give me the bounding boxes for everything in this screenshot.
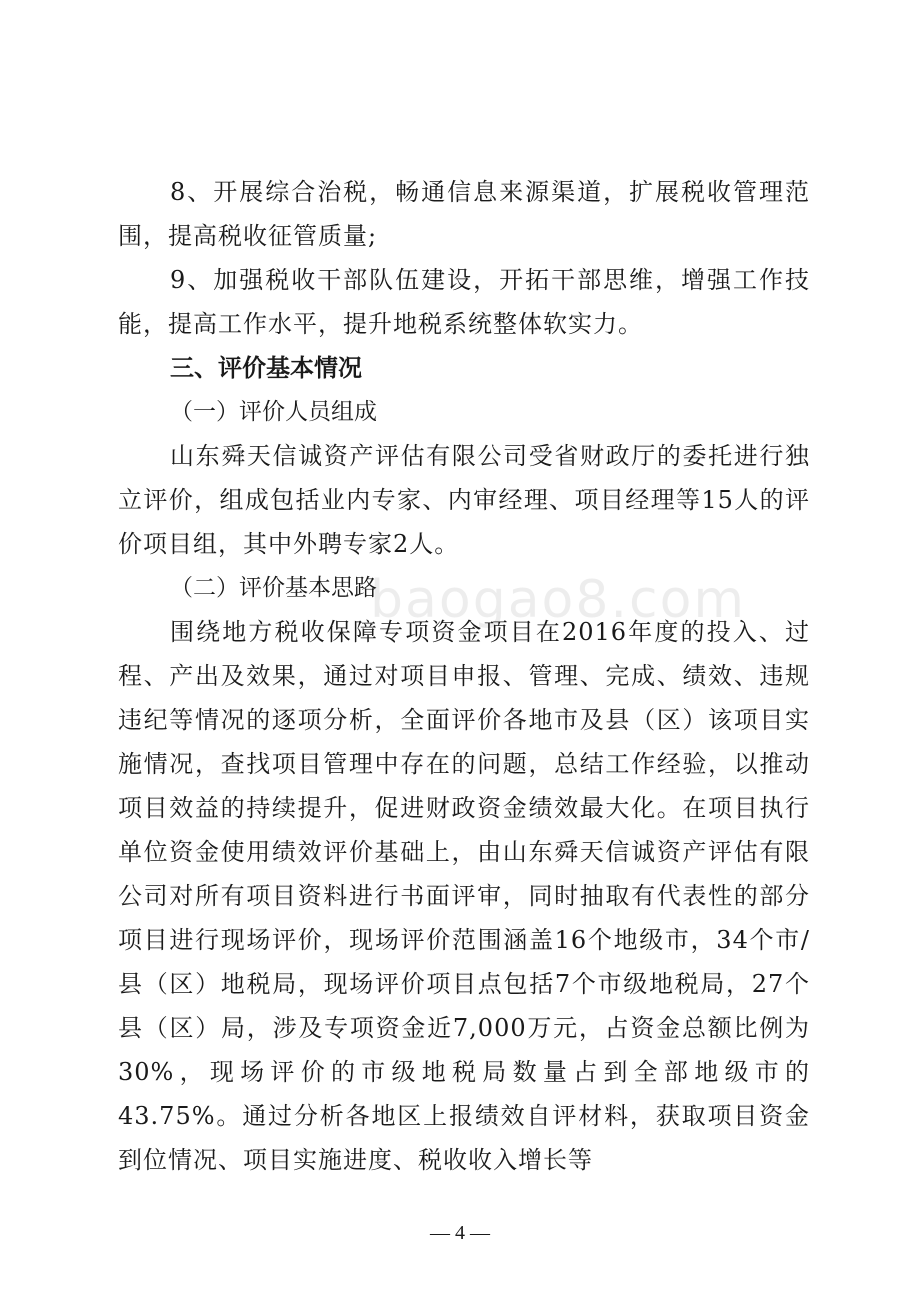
- paragraph-item-9: 9、加强税收干部队伍建设，开拓干部思维，增强工作技能，提高工作水平，提升地税系统整体软实力。: [118, 266, 810, 338]
- document-body: [118, 170, 810, 1182]
- page-number: — 4 —: [430, 1222, 490, 1244]
- watermark: baogao8.com: [370, 570, 747, 630]
- subsection-title-personnel: （一）评价人员组成: [170, 399, 377, 425]
- subsection-body-approach: 围绕地方税收保障专项资金项目在2016年度的投入、过程、产出及效果，通过对项目申报、管理、完成、绩效、违规违纪等情况的逐项分析，全面评价各地市及县（区）该项目实施情况，查找项目管理中存在的问题，总结工作经验，以推动项目效益的持续提升，促进财政资金绩效最大化。在项目执行单位资金使用绩效评价基础上，由山东舜天信诚资产评估有限公司对所有项目资料进行书面评审，同时抽取有代表性的部分项目进行现场评价，现场评价范围涵盖16个地级市，34个市/县（区）地税局，现场评价项目点包括7个市级地税局，27个县（区）局，涉及专项资金近7,000万元，占资金总额比例为30%，现场评价的市级地税局数量占到全部地级市的43.75%。通过分析各地区上报绩效自评材料，获取项目资金到位情况、项目实施进度、税收收入增长等: [118, 618, 810, 1174]
- subsection-title-approach: （二）评价基本思路: [170, 575, 377, 601]
- paragraph-item-8: 8、开展综合治税，畅通信息来源渠道，扩展税收管理范围，提高税收征管质量;: [118, 178, 810, 250]
- section-heading: 三、评价基本情况: [170, 354, 362, 382]
- subsection-body-personnel: 山东舜天信诚资产评估有限公司受省财政厅的委托进行独立评价，组成包括业内专家、内审经理、项目经理等15人的评价项目组，其中外聘专家2人。: [118, 442, 810, 558]
